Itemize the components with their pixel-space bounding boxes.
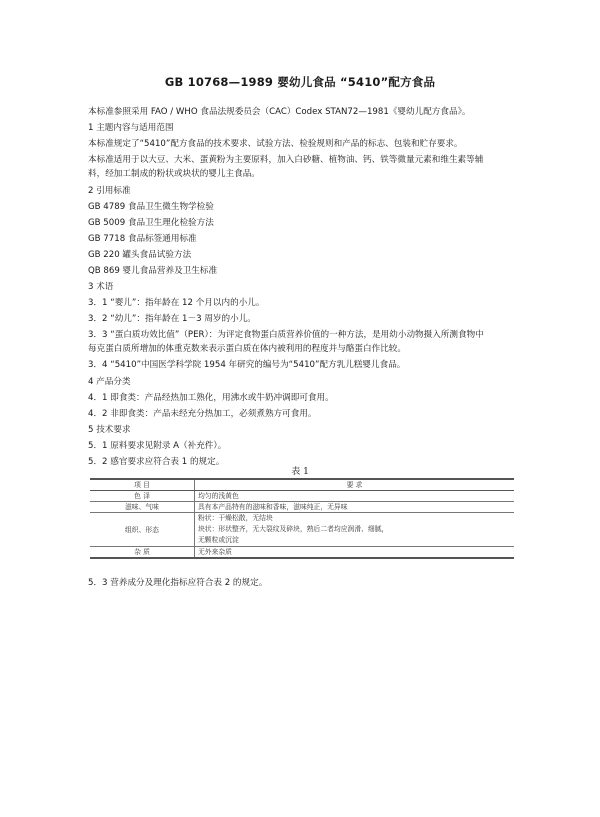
table-cell-item: 色 泽	[90, 491, 195, 502]
term-line: 3．2 “幼儿”：指年龄在 1－3 周岁的小儿。	[88, 314, 256, 324]
table-header-requirement: 要 求	[195, 479, 515, 491]
table-caption: 表 1	[291, 467, 309, 477]
reference-item: QB 869 婴儿食品营养及卫生标准	[88, 266, 218, 276]
table-cell-requirement: 具有本产品特有的滋味和香味，滋味纯正，无异味	[195, 502, 515, 513]
section-heading-4: 4 产品分类	[88, 377, 131, 387]
sensory-requirements-table	[90, 478, 514, 559]
reference-item: GB 5009 食品卫生理化检验方法	[88, 218, 214, 228]
requirement-subline: 无颗粒或沉淀	[198, 536, 239, 544]
table-row	[90, 547, 514, 559]
document-title: GB 10768—1989 婴幼儿食品 “5410”配方食品	[164, 75, 436, 89]
body-line: 料，经加工制成的粉状或块状的婴儿主食品。	[88, 169, 260, 179]
term-line: 3．3 “蛋白质功效比值”（PER）：为评定食物蛋白质营养价值的一种方法，是用幼小动物摄入所测食物中	[88, 330, 484, 340]
table-cell-item: 杂 质	[90, 547, 195, 559]
category-line: 4．1 即食类：产品经热加工熟化，用沸水或牛奶冲调即可食用。	[88, 393, 334, 403]
category-line: 4．2 非即食类：产品未经充分热加工，必须煮熟方可食用。	[88, 409, 317, 419]
table-row	[90, 491, 514, 502]
table-header-row	[90, 479, 514, 491]
table-cell-requirement: 均匀的浅黄色	[195, 491, 515, 502]
reference-item: GB 4789 食品卫生微生物学检验	[88, 202, 214, 212]
requirement-line: 5．1 原料要求见附录 A（补充件）。	[88, 441, 227, 451]
reference-item: GB 7718 食品标签通用标准	[88, 234, 197, 244]
requirement-line: 5．2 感官要求应符合表 1 的规定。	[88, 457, 225, 467]
table-row	[90, 513, 514, 547]
term-line: 每克蛋白质所增加的体重克数来表示蛋白质在体内被利用的程度并与酪蛋白作比较。	[88, 344, 406, 354]
intro-line: 本标准参照采用 FAO / WHO 食品法规委员会（CAC）Codex STAN72—1981《婴幼儿配方食品》。	[88, 107, 471, 117]
table-header-item: 项 目	[90, 479, 195, 491]
term-line: 3．1 “婴儿”：指年龄在 12 个月以内的小儿。	[88, 298, 265, 308]
section-heading-3: 3 术语	[88, 282, 114, 292]
table-cell-requirement: 无外来杂质	[195, 547, 515, 559]
table-cell-item: 滋味、气味	[90, 502, 195, 513]
table-cell-requirement	[195, 513, 515, 547]
table-cell-item: 组织、形态	[90, 513, 195, 547]
section-heading-1: 1 主题内容与适用范围	[88, 123, 174, 133]
body-line: 本标准适用于以大豆、大米、蛋黄粉为主要原料，加入白砂糖、植物油、钙、铁等微量元素和维生素等辅	[88, 155, 484, 165]
table-row	[90, 502, 514, 513]
requirement-subline: 块状：形状整齐，无大裂纹及碎块，熟后二者均应润滑、细腻，	[198, 525, 389, 533]
reference-item: GB 220 罐头食品试验方法	[88, 250, 192, 260]
requirement-line: 5．3 营养成分及理化指标应符合表 2 的规定。	[88, 578, 268, 588]
requirement-subline: 粉状：干燥松散，无结块	[198, 514, 273, 522]
term-line: 3．4 “5410”中国医学科学院 1954 年研究的编号为“5410”配方乳儿糕婴儿食品。	[88, 360, 406, 370]
section-heading-2: 2 引用标准	[88, 186, 131, 196]
section-heading-5: 5 技术要求	[88, 425, 131, 435]
body-line: 本标准规定了“5410”配方食品的技术要求、试验方法、检验规则和产品的标志、包装和贮存要求。	[88, 139, 463, 149]
